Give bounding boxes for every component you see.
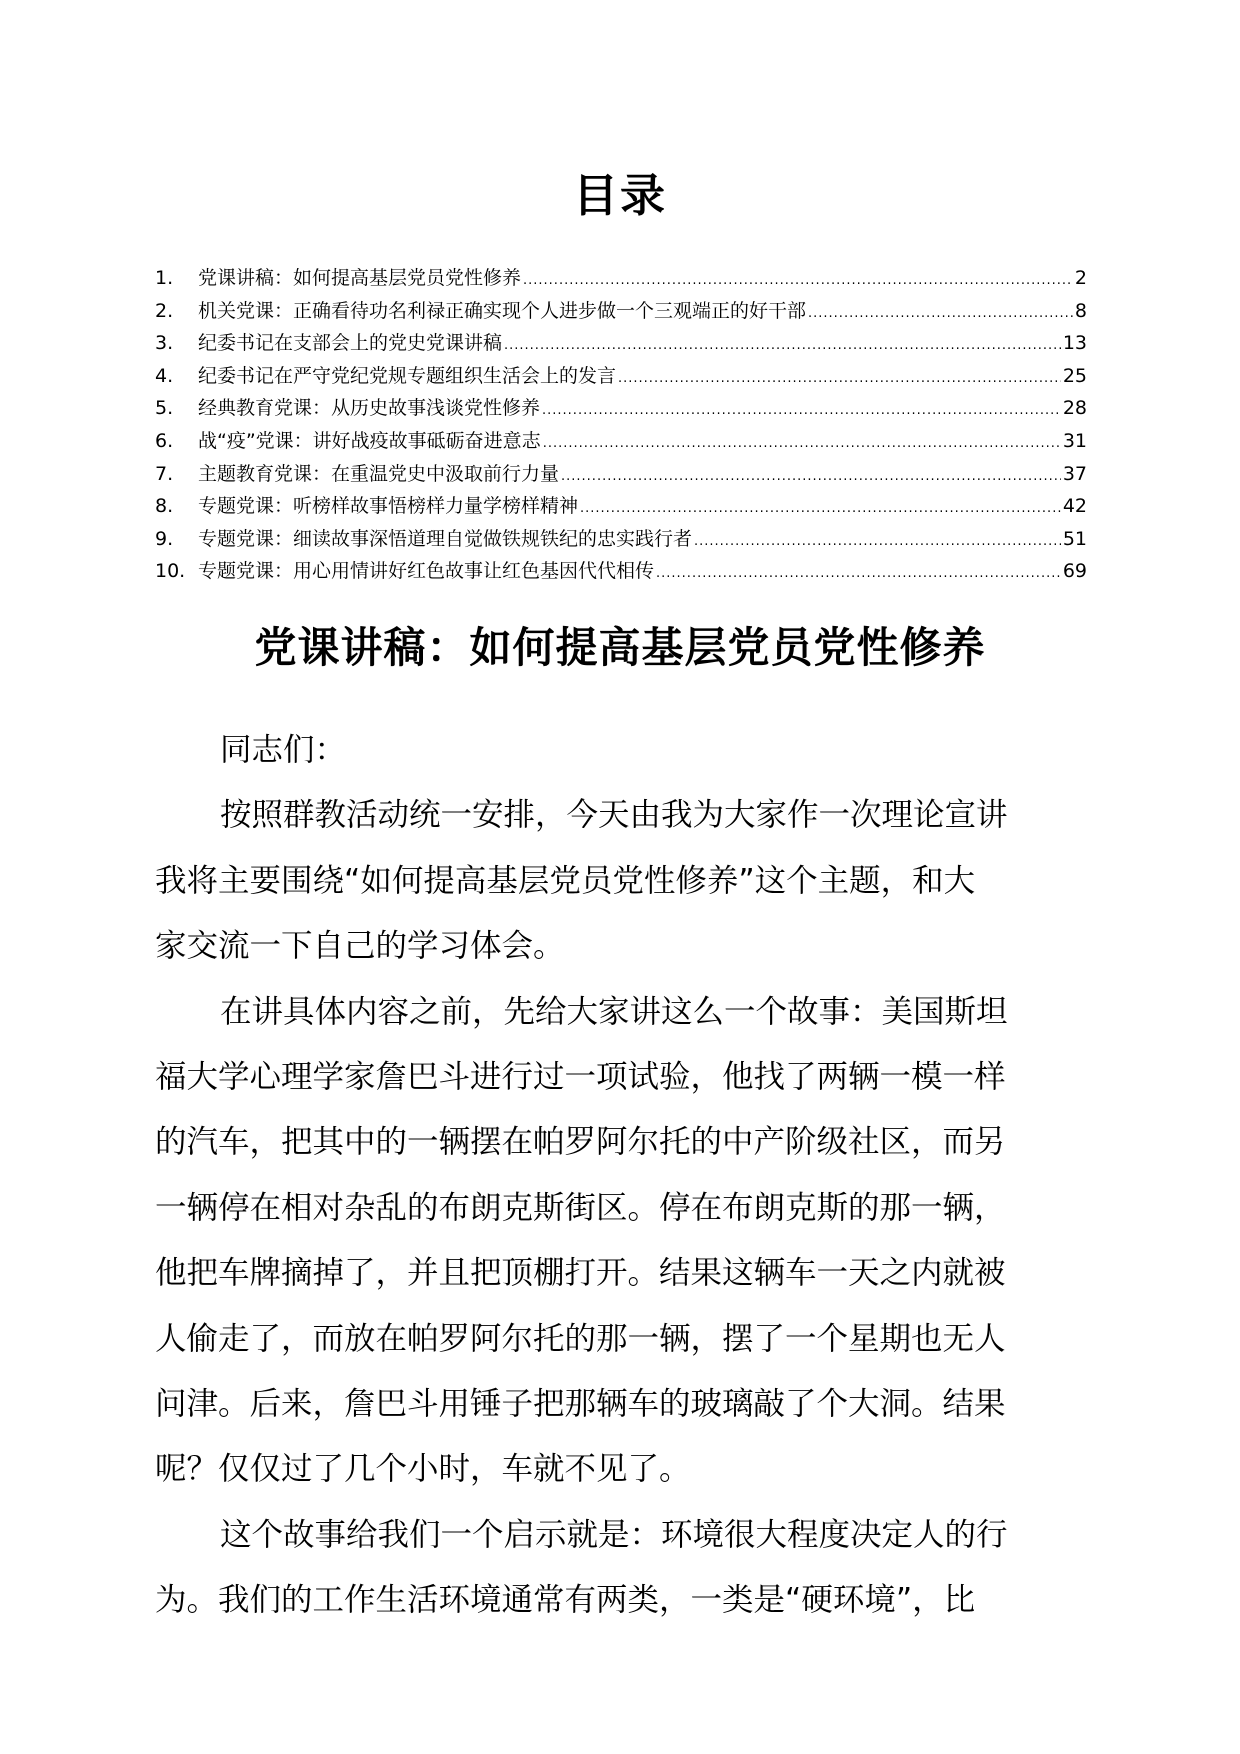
- body-line: 为。我们的工作生活环境通常有两类，一类是“硬环境”，比: [155, 1582, 976, 1619]
- body-line: 在讲具体内容之前，先给大家讲这么一个故事：美国斯坦: [220, 993, 1008, 1030]
- toc-entry-text: 纪委书记在严守党纪党规专题组织生活会上的发言: [198, 364, 617, 387]
- body-line: 他把车牌摘掉了，并且把顶棚打开。结果这辆车一天之内就被: [155, 1255, 1006, 1292]
- toc-entry-page: 8: [1074, 299, 1087, 322]
- body-line: 按照群教活动统一安排，今天由我为大家作一次理论宣讲: [220, 797, 1008, 834]
- toc-entry-page: 25: [1062, 364, 1087, 387]
- toc-entry[interactable]: [155, 523, 1087, 556]
- toc-leader-dots: [561, 461, 1061, 494]
- toc-leader-dots: [808, 298, 1073, 331]
- toc-entry-text: 专题党课：听榜样故事悟榜样力量学榜样精神: [198, 495, 579, 518]
- toc-entry-number: 1.: [155, 267, 174, 289]
- toc-entry-number: 2.: [155, 299, 174, 322]
- toc-entry-page: 28: [1062, 397, 1087, 420]
- toc-entry-number: 10.: [155, 560, 186, 583]
- toc-entry-text: 专题党课：细读故事深悟道理自觉做铁规铁纪的忠实践行者: [198, 527, 693, 550]
- toc-entry-text: 经典教育党课：从历史故事浅谈党性修养: [198, 397, 541, 420]
- body-line: 呢？仅仅过了几个小时，车就不见了。: [155, 1451, 691, 1488]
- article-body: [155, 718, 1087, 1633]
- toc-title: 目录: [572, 169, 667, 222]
- toc-leader-dots: [656, 558, 1061, 591]
- body-line: 家交流一下自己的学习体会。: [155, 928, 565, 965]
- toc-entry[interactable]: [155, 458, 1087, 491]
- toc-entry[interactable]: [155, 425, 1087, 458]
- toc-leader-dots: [618, 363, 1061, 396]
- toc-leader-dots: [580, 493, 1061, 526]
- toc-entry-number: 3.: [155, 332, 174, 355]
- toc-entry-text: 纪委书记在支部会上的党史党课讲稿: [198, 332, 503, 355]
- toc-entry-number: 8.: [155, 495, 174, 518]
- toc-entry[interactable]: [155, 392, 1087, 425]
- body-line: 我将主要围绕“如何提高基层党员党性修养”这个主题，和大: [155, 862, 976, 899]
- toc-entry[interactable]: [155, 360, 1087, 393]
- body-line: 的汽车，把其中的一辆摆在帕罗阿尔托的中产阶级社区，而另: [155, 1124, 1006, 1161]
- toc-entry-page: 37: [1062, 462, 1087, 485]
- toc-leader-dots: [543, 428, 1061, 461]
- body-line: 同志们：: [220, 732, 347, 768]
- toc-leader-dots: [542, 395, 1061, 428]
- toc-leader-dots: [694, 526, 1061, 559]
- toc-entry-page: 2: [1074, 267, 1087, 289]
- toc-entry-number: 9.: [155, 527, 174, 550]
- toc-entry[interactable]: [155, 490, 1087, 523]
- body-line: 福大学心理学家詹巴斗进行过一项试验，他找了两辆一模一样: [155, 1058, 1006, 1095]
- toc-entry-number: 5.: [155, 397, 174, 420]
- toc-entry-text: 战“疫”党课：讲好战疫故事砥砺奋进意志: [198, 429, 541, 452]
- toc-entry-page: 13: [1062, 332, 1087, 355]
- toc-entry-page: 69: [1062, 560, 1087, 583]
- toc-entry-text: 主题教育党课：在重温党史中汲取前行力量: [198, 462, 560, 485]
- toc-entry-number: 7.: [155, 462, 174, 485]
- toc-entry-number: 4.: [155, 364, 174, 387]
- body-line: 人偷走了，而放在帕罗阿尔托的那一辆，摆了一个星期也无人: [155, 1320, 1006, 1357]
- body-line: 一辆停在相对杂乱的布朗克斯街区。停在布朗克斯的那一辆，: [155, 1189, 1006, 1226]
- article-title: 党课讲稿：如何提高基层党员党性修养: [254, 623, 986, 672]
- toc-entry-page: 42: [1062, 495, 1087, 518]
- body-line: 问津。后来，詹巴斗用锤子把那辆车的玻璃敲了个大洞。结果: [155, 1385, 1006, 1422]
- body-line: 这个故事给我们一个启示就是：环境很大程度决定人的行: [220, 1516, 1008, 1553]
- table-of-contents: [155, 262, 1087, 588]
- toc-entry[interactable]: [155, 295, 1087, 328]
- toc-entry-number: 6.: [155, 429, 174, 452]
- toc-leader-dots: [523, 265, 1073, 298]
- toc-entry-text: 机关党课：正确看待功名利禄正确实现个人进步做一个三观端正的好干部: [198, 299, 807, 322]
- toc-entry-page: 31: [1062, 429, 1087, 452]
- toc-entry[interactable]: [155, 555, 1087, 588]
- toc-leader-dots: [504, 330, 1061, 363]
- toc-entry-text: 党课讲稿：如何提高基层党员党性修养: [198, 267, 522, 289]
- toc-entry[interactable]: [155, 327, 1087, 360]
- toc-entry-text: 专题党课：用心用情讲好红色故事让红色基因代代相传: [198, 560, 655, 583]
- toc-entry-page: 51: [1062, 527, 1087, 550]
- toc-entry[interactable]: [155, 262, 1087, 295]
